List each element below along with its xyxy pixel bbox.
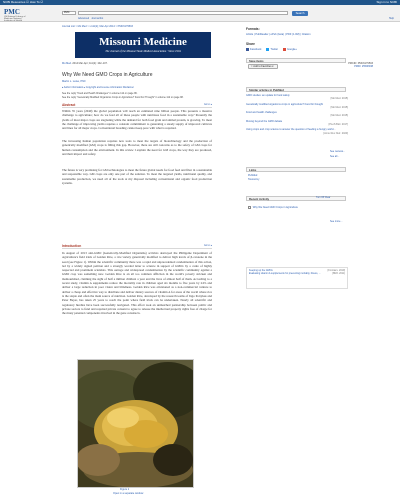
share-twitter[interactable] (266, 48, 278, 51)
goto-link[interactable]: Go to: ▸ (203, 245, 212, 247)
share-heading: Share (246, 42, 255, 46)
similar-date: [Mo Med. 2015] (330, 114, 348, 118)
sign-in-link[interactable]: Sign in to NCBI (376, 0, 397, 4)
search-input[interactable] (78, 11, 288, 15)
list-item[interactable] (249, 272, 345, 275)
open-window-link[interactable]: Open in a separate window (113, 492, 144, 495)
help-link[interactable]: Help (388, 17, 394, 20)
share-twitter-label: Twitter (270, 48, 279, 52)
formats-heading: Formats: (246, 27, 260, 31)
similar-date: [PLoS Biol. 2017] (328, 122, 348, 126)
related-date: [BMJ. 2011] (332, 272, 345, 276)
abstract-paragraph: The future is very promising for GM technologies to meet the future global needs for food feed and fiber in a sustainable and responsible way. GM crops are only one part of the solution. To meet the targeted yields, nutritional quality, and sustainable production, we need all of the tools at my disposal including conventional and organic food production systems. (62, 168, 212, 185)
figure-caption[interactable]: Figure 1 (120, 488, 130, 491)
abstract-paragraph: Within 35 years (2049) the global population will reach an estimated nine billion people. This presents a massive challenge to agriculture; how do we feed all of these people with nutritious food in a sustainable way? Presently the yields of most major crops are stagnating while the demand for both food grain and animal protein, is growing. To meet the challenge of improving yields requires a constant commitment to generating a steady supply of improved cultivars and lines for all major crops. Conventional breeding cannot keep pace with what is required. (62, 109, 212, 131)
related-title[interactable]: Keeping up the GMOs (249, 269, 273, 272)
list-item[interactable] (246, 103, 348, 109)
see-also-notes (62, 92, 212, 102)
related-title[interactable]: Evaluating vitamin A supplements for preventing mortality, illness, ... (249, 272, 321, 276)
see-more-link[interactable]: See more... (330, 220, 343, 223)
golden-rice-photo (78, 360, 194, 488)
ncbi-resources-menu[interactable]: NCBI Resources ☑ How To ☑ (3, 0, 44, 4)
link-pubmed[interactable]: PubMed (248, 174, 258, 177)
pmid[interactable]: PMID: 25508038 (354, 65, 373, 69)
see-reviews-link[interactable]: See reviews... (330, 150, 346, 153)
list-item[interactable] (246, 128, 348, 134)
pmc-header (0, 5, 400, 22)
breadcrumb[interactable]: Journal List > Mo Med > v.111(2); Mar-Apr 2014 > PMC6179503 (62, 25, 133, 28)
similar-title[interactable]: GMO studies: an update for food safety (246, 94, 290, 97)
save-items-panel[interactable]: Save items (246, 58, 346, 63)
pmcid: PMCID: PMC6179503 (348, 62, 373, 65)
journal-banner-subtitle: The Journal of the Missouri State Medical Association · Since 1904 (105, 50, 181, 53)
advanced-link[interactable]: Advanced (78, 17, 90, 20)
article-title: Why We Need GMO Crops in Agriculture (62, 72, 153, 78)
citation-details: . 2014 Mar-Apr; 111(2): 102–107. (71, 62, 108, 65)
see-also-note[interactable]: See the reply "Food and Health Challenges" in volume 112 on page 96. (62, 92, 138, 95)
recent-activity-title[interactable]: Why We Need GMO Crops in Agriculture (252, 206, 298, 210)
advanced-links (78, 17, 103, 20)
goto-link[interactable]: Go to: ▸ (203, 104, 212, 106)
recent-activity-item[interactable] (248, 206, 298, 209)
share-google-plus[interactable] (283, 48, 297, 51)
share-facebook[interactable] (246, 48, 261, 51)
journal-banner[interactable] (75, 32, 211, 58)
author-info-links[interactable]: ▸ Author information ▸ Copyright and License information Disclaimer (62, 86, 134, 89)
pmc-logo[interactable]: PMC (4, 8, 20, 16)
citation-line (62, 62, 108, 65)
journal-banner-title: Missouri Medicine (99, 36, 187, 48)
recent-activity-panel[interactable]: Recent Activity (246, 196, 346, 201)
similar-date: [Annu Rev Nutr. 2020] (323, 131, 348, 135)
introduction-heading (62, 244, 212, 249)
list-item[interactable] (246, 111, 348, 117)
introduction-paragraph: In August of 2013 anti-GMO (Genetically-Modified Organisms) activists destroyed the Philippine Department of Agriculture's field trials of Golden Rice, a rice variety genetically modified to deliver high levels of β-carotene in the seed (see Figure 1). Within the scientific community there was a rapid and unprecedented condemnation of this action, led by a widely signed petition and a strongly worded letter to science in support of GMOs by a cadre of highly respected and prominent scientists. This outrage and widespread condemnation by the scientific community against a GMO crop was something new. Golden Rice is an all too common affliction in the world's poverty stricken and malnourished, claiming the sight of half a million children a year and the lives of almost half of them. According to a recent study, vitamin A supplements reduce the mortality rate in children aged six months to five years by 24% and deliver a large reduction in poor vision and blindness. Golden Rice was envisioned as a non-commercial venture to deliver a cheap and effective way to distribute and deliver dietary sources of vitamin A for areas of the world where rice is the staple and often the main source of nutrition. Golden Rice, developed by the research teams of Ingo Potrykus and Peter Beyer, has taken 25 years to reach the point where field trials can be undertaken. Nearly all scientific and regulatory hurdles have been successfully navigated. This effort took an unmatched partnership between public and private sectors to fund and required private consent to agree to release the intellectual property rights free of charge for the many patented components involved in the gene constructs. (62, 251, 212, 316)
search-button[interactable]: Search (292, 11, 308, 16)
similar-title[interactable]: Moving beyond the GMO debate (246, 119, 283, 123)
links-panel[interactable]: Links (246, 167, 346, 172)
document-icon (248, 206, 251, 209)
links-list (248, 174, 259, 182)
figure-1-image[interactable] (77, 359, 194, 488)
author-name[interactable]: Martin L. Leise, PhD (62, 80, 86, 83)
related-box (246, 267, 348, 289)
see-all-link[interactable]: See all... (330, 155, 340, 158)
introduction-heading-label: Introduction (62, 244, 82, 248)
list-item[interactable] (246, 120, 348, 126)
abstract-heading-label: Abstract (62, 103, 76, 107)
pmc-subtitle: US National Library of Medicine National Institutes of Health (4, 15, 26, 22)
facebook-icon (246, 48, 249, 51)
similar-articles-panel[interactable]: Similar articles in PubMed (246, 87, 346, 92)
similar-date: [Mo Med. 2015] (330, 97, 348, 101)
database-select[interactable]: PMC (62, 11, 76, 15)
list-item[interactable] (246, 94, 348, 100)
share-facebook-label: Facebook (250, 48, 262, 52)
link-taxonomy[interactable]: Taxonomy (248, 178, 260, 181)
similar-articles-list (246, 94, 348, 137)
share-row (246, 48, 297, 51)
abstract-heading (62, 103, 212, 108)
add-to-favorites-button[interactable]: ☆ Add to Favorites ▾ (248, 64, 278, 69)
turn-off-clear-links[interactable]: Turn Off Clear (316, 197, 331, 199)
twitter-icon (266, 48, 269, 51)
google-plus-icon (283, 48, 286, 51)
journal-list-link[interactable]: Journal list (91, 17, 104, 20)
formats-links[interactable]: Article | PubReader | ePub (beta) | PDF (1.0M) | Citation (246, 33, 311, 36)
journal-link[interactable]: Mo Med (62, 62, 72, 65)
see-also-note[interactable]: See the reply "Genetically Modified Organisms Crops in Agriculture? Food For Thought" in volume 112 on page 98. (62, 95, 184, 99)
similar-title[interactable]: Genetically modified organisms crops in agriculture? Food for thought (246, 102, 323, 106)
abstract-paragraph: The increasing human population requires new tools to meet the targets of biotechnology and the production of genetically modified (GM) crops is filling this gap. However, there are still concerns as to the safety of GM crops for human consumption and the environment. In this review I explain the need for GM crops, the way they are produced, and their impact and safety. (62, 139, 212, 156)
similar-title[interactable]: Food and health challenges (246, 111, 277, 115)
similar-title[interactable]: Using crops and crop science to answer the question of feeding a hungry world... (246, 128, 336, 132)
similar-date: [Mo Med. 2015] (330, 105, 348, 109)
related-date: [Frontiers. 2019] (327, 269, 345, 272)
share-google-plus-label: Google+ (287, 48, 297, 52)
